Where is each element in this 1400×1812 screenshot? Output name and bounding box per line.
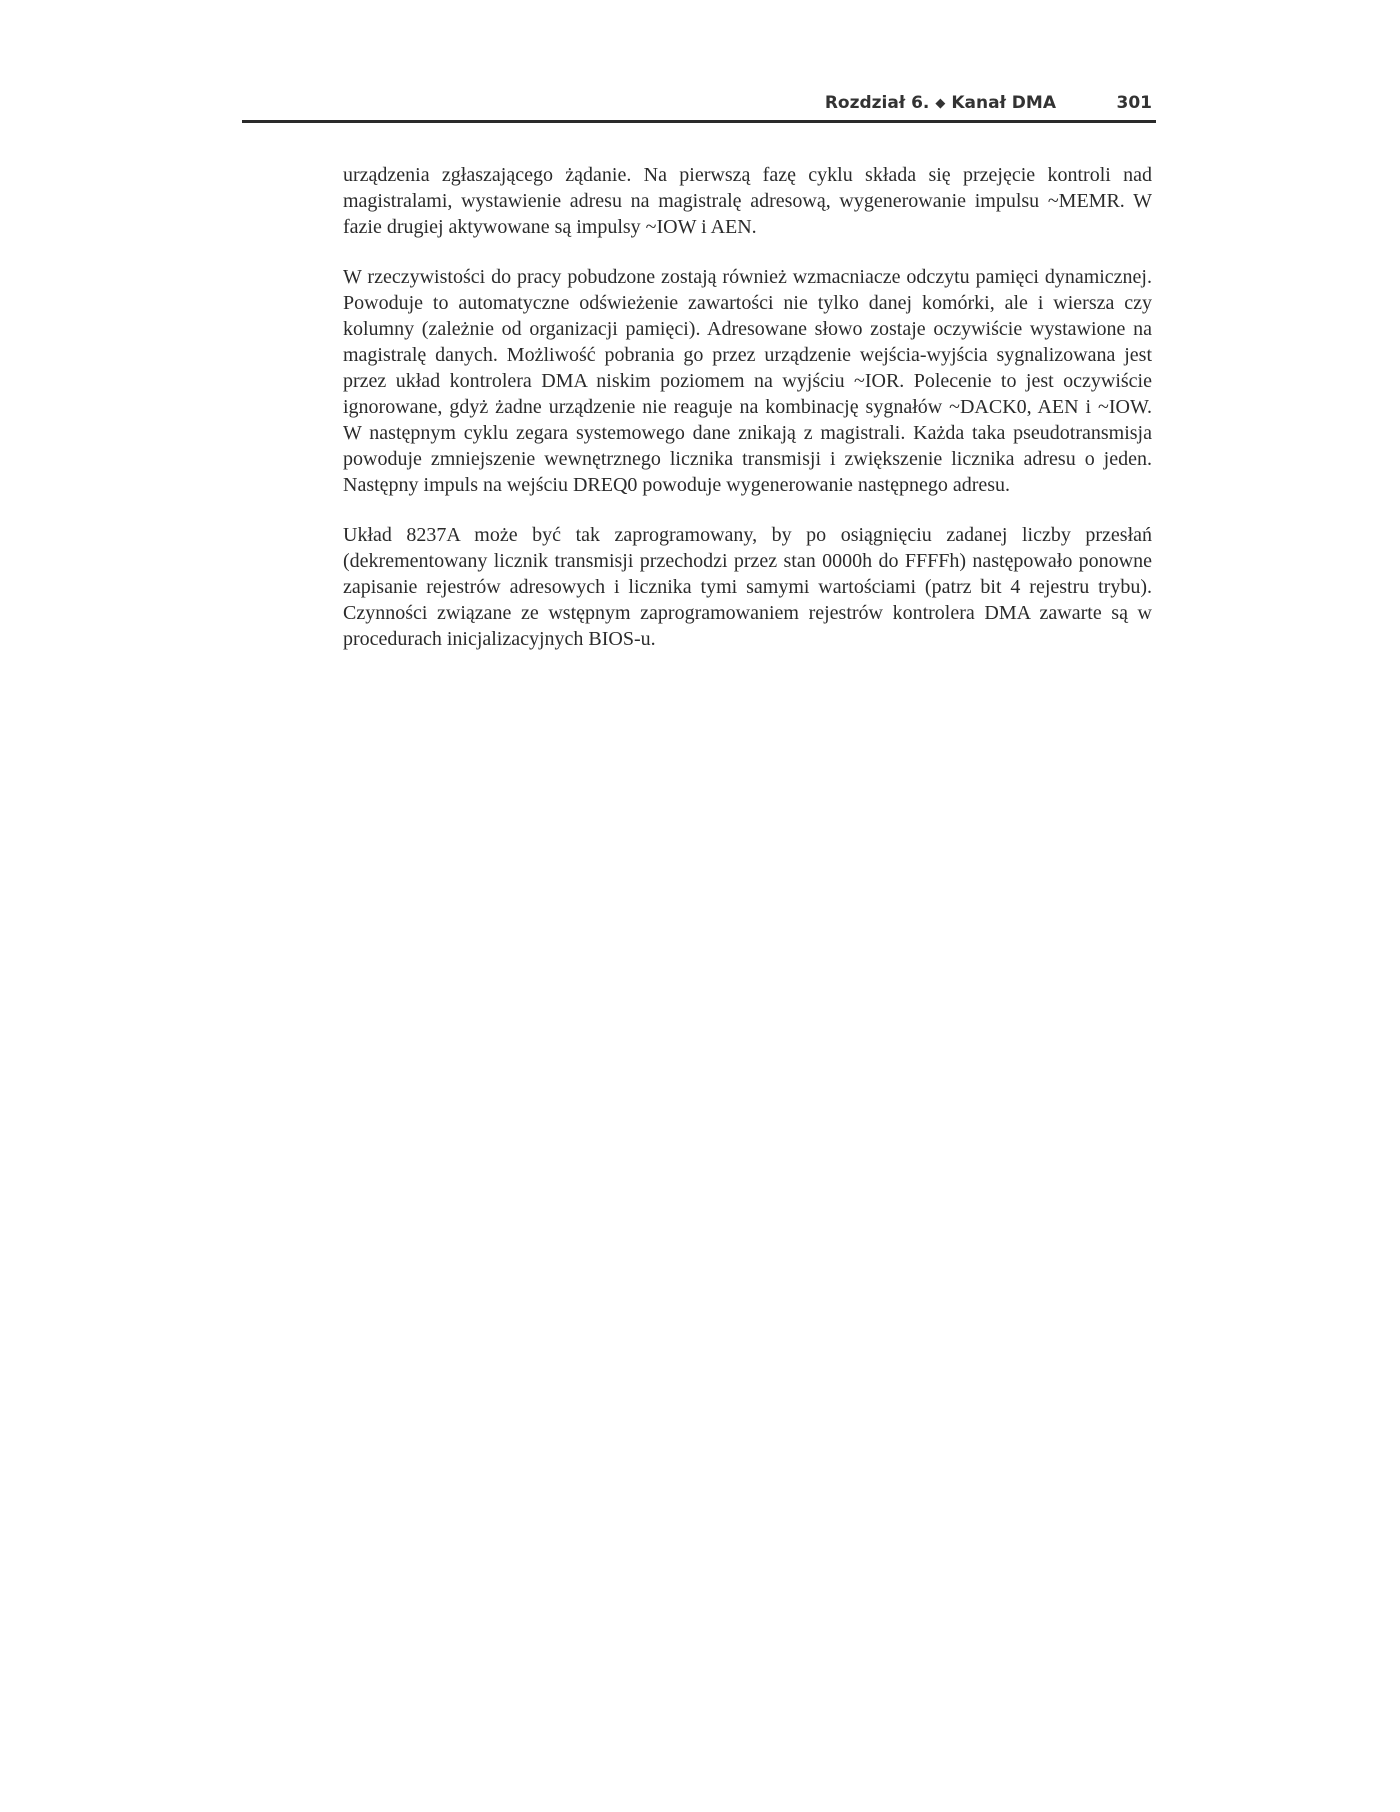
page-number: 301	[1116, 93, 1152, 113]
body-text	[343, 162, 1152, 676]
chapter-title: Kanał DMA	[951, 93, 1056, 113]
paragraph: urządzenia zgłaszającego żądanie. Na pierwszą fazę cyklu składa się przejęcie kontroli nad magistralami, wystawienie adresu na magistralę adresową, wygenerowanie impulsu ~MEMR. W fazie drugiej aktywowane są impulsy ~IOW i AEN.	[343, 164, 1152, 238]
chapter-number: Rozdział 6.	[824, 93, 930, 113]
running-head-chapter	[825, 90, 1056, 118]
diamond-separator-icon: ◆	[935, 96, 946, 111]
paragraph: W rzeczywistości do pracy pobudzone zostają również wzmacniacze odczytu pamięci dynamicznej. Powoduje to automatyczne odświeżenie zawartości nie tylko danej komórki, ale i wiersza czy kolumny (zależnie od organizacji pamięci). Adresowane słowo zostaje oczywiście wystawione na magistralę danych. Możliwość pobrania go przez urządzenie wejścia-wyjścia sygnalizowana jest przez układ kontrolera DMA niskim poziomem na wyjściu ~IOR. Polecenie to jest oczywiście ignorowane, gdyż żadne urządzenie nie reaguje na kombinację sygnałów ~DACK0, AEN i ~IOW. W następnym cyklu zegara systemowego dane znikają z magistrali. Każda taka pseudotransmisja powoduje zmniejszenie wewnętrznego licznika transmisji i zwiększenie licznika adresu o jeden. Następny impuls na wejściu DREQ0 powoduje wygenerowanie następnego adresu.	[343, 266, 1152, 496]
running-head	[242, 90, 1156, 123]
paragraph: Układ 8237A może być tak zaprogramowany, by po osiągnięciu zadanej liczby przesłań (dekrementowany licznik transmisji przechodzi przez stan 0000h do FFFFh) następowało ponowne zapisanie rejestrów adresowych i licznika tymi samymi wartościami (patrz bit 4 rejestru trybu). Czynności związane ze wstępnym zaprogramowaniem rejestrów kontrolera DMA zawarte są w procedurach inicjalizacyjnych BIOS-u.	[343, 524, 1152, 650]
